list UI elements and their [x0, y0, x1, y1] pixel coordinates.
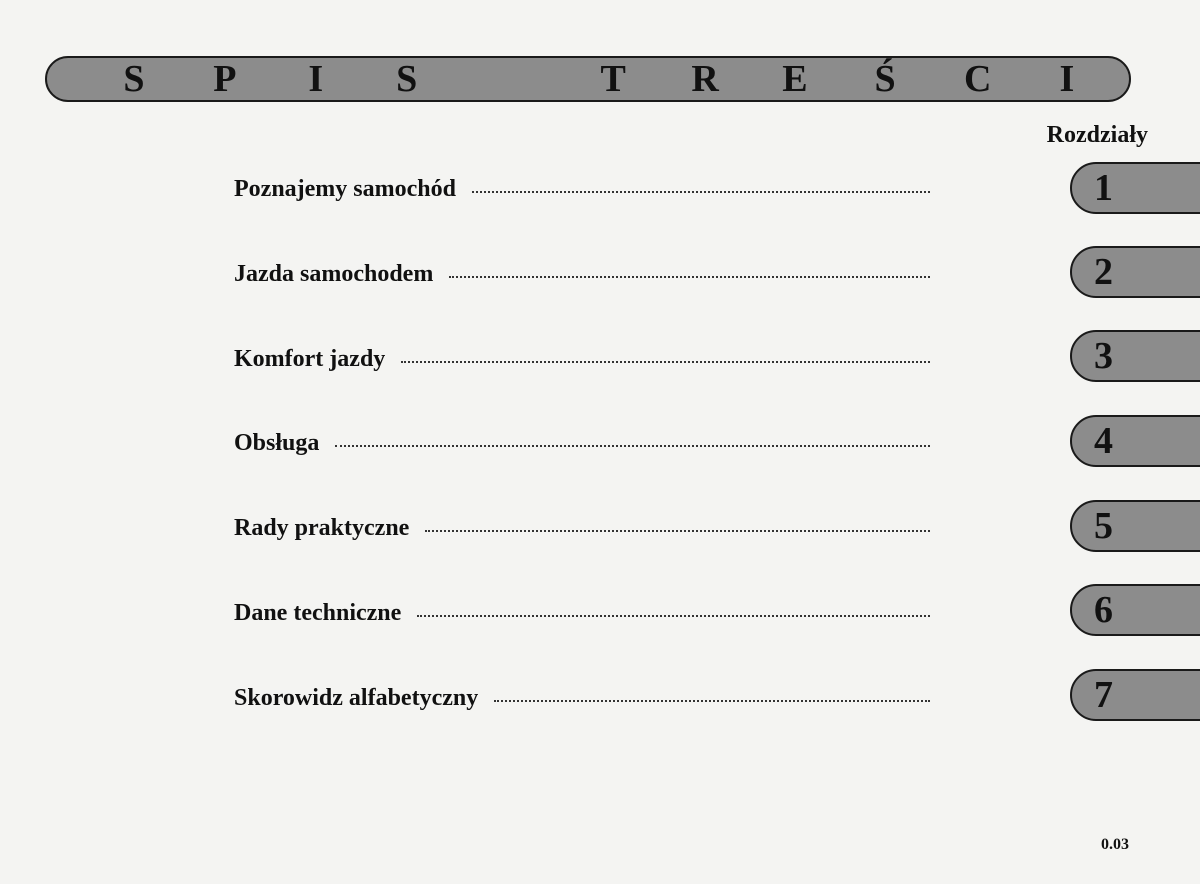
chapter-tab-1[interactable]: 1: [1070, 162, 1200, 214]
dot-leader: [401, 361, 930, 363]
toc-entry[interactable]: [234, 261, 930, 288]
chapter-tab-2[interactable]: 2: [1070, 246, 1200, 298]
toc-entry[interactable]: [234, 600, 930, 627]
toc-entry-label: Dane techniczne: [234, 600, 402, 626]
dot-leader: [417, 615, 930, 617]
title-letter: T: [600, 58, 626, 100]
toc-entry[interactable]: [234, 515, 930, 542]
chapter-tab-3[interactable]: 3: [1070, 330, 1200, 382]
toc-entry-label: Komfort jazdy: [234, 346, 386, 372]
chapter-tab-5[interactable]: 5: [1070, 500, 1200, 552]
chapter-tab-7[interactable]: 7: [1070, 669, 1200, 721]
dot-leader: [425, 530, 930, 532]
title-letter: I: [1059, 58, 1075, 100]
toc-entry-label: Poznajemy samochód: [234, 176, 456, 202]
title-letter: C: [964, 58, 992, 100]
title-letter: S: [123, 58, 145, 100]
title-letter: S: [396, 58, 418, 100]
dot-leader: [494, 700, 930, 702]
toc-entry-label: Jazda samochodem: [234, 261, 434, 287]
title-letter: P: [213, 58, 237, 100]
toc-entry[interactable]: [234, 176, 930, 203]
toc-entry-label: Skorowidz alfabetyczny: [234, 685, 479, 711]
page-number: 0.03: [1101, 836, 1129, 853]
dot-leader: [449, 276, 930, 278]
toc-entry-label: Obsługa: [234, 430, 320, 456]
chapter-tab-4[interactable]: 4: [1070, 415, 1200, 467]
chapter-tab-6[interactable]: 6: [1070, 584, 1200, 636]
toc-entry[interactable]: [234, 346, 930, 373]
toc-entry-label: Rady praktyczne: [234, 515, 410, 541]
dot-leader: [472, 191, 930, 193]
title-letter: E: [782, 58, 808, 100]
title-letter: R: [691, 58, 719, 100]
page-title-banner: [45, 56, 1131, 102]
dot-leader: [335, 445, 930, 447]
toc-entry[interactable]: [234, 430, 930, 457]
title-letter: I: [308, 58, 324, 100]
title-letter: Ś: [874, 58, 896, 100]
toc-entry[interactable]: [234, 685, 930, 712]
chapters-heading: Rozdziały: [1046, 122, 1148, 148]
